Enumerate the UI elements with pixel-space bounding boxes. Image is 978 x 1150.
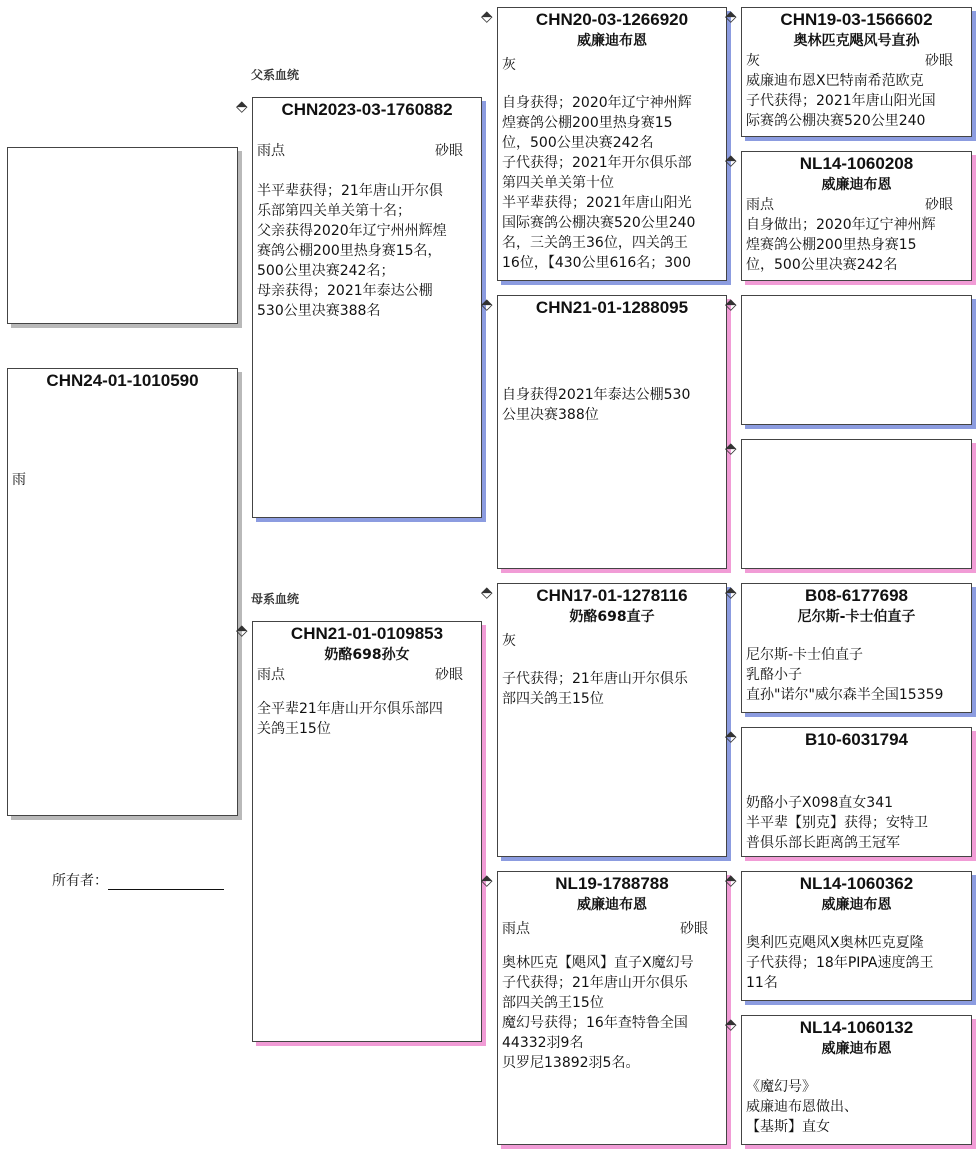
maternal-label: 母系血统	[251, 592, 300, 606]
dd-ring: NL19-1788788	[555, 874, 669, 893]
sss-color: 灰	[746, 53, 760, 69]
dd-color: 雨点	[502, 921, 530, 937]
dss-ring: B08-6177698	[804, 586, 909, 605]
note-line: 关鸽王15位	[257, 721, 331, 737]
dd-notes	[498, 953, 726, 1073]
note-line: 煌赛鸽公棚200里热身赛15	[502, 115, 673, 131]
note-line: 子代获得；2021年开尔俱乐部	[502, 155, 692, 171]
ssd-ring: NL14-1060208	[799, 154, 914, 173]
sd-ring: CHN21-01-1288095	[535, 298, 689, 317]
note-line: 第四关单关第十位	[502, 175, 614, 191]
ds-box[interactable]	[497, 583, 727, 857]
note-line: 威廉迪布恩X巴特南希范欧克	[746, 73, 924, 89]
note-line: 530公里决赛388名	[257, 303, 381, 319]
ssd-eye: 砂眼	[925, 197, 953, 213]
sds-ring-icon[interactable]: ⬘	[725, 295, 737, 313]
ssd-box[interactable]	[741, 151, 972, 281]
note-line: 奥林匹克【飓风】直子X魔幻号	[502, 955, 694, 971]
dss-notes	[742, 645, 971, 705]
note-line: 子代获得；2021年唐山阳光国	[746, 93, 936, 109]
note-line: 半平辈获得；2021年唐山阳光	[502, 195, 692, 211]
note-line: 自身获得2021年泰达公棚530	[502, 387, 691, 403]
note-line: 子代获得；21年唐山开尔俱乐	[502, 671, 688, 687]
dd-ring-icon[interactable]: ⬘	[481, 871, 493, 889]
paternal-label: 父系血统	[251, 68, 300, 82]
sd-box[interactable]	[497, 295, 727, 569]
dam-color-eye	[253, 665, 481, 685]
note-line: 奥利匹克飓风X奥林匹克夏隆	[746, 935, 924, 951]
note-line: 赛鸽公棚200里热身赛15名，	[257, 243, 442, 259]
note-line: 威廉迪布恩做出、	[746, 1099, 858, 1115]
photo-box[interactable]	[7, 147, 238, 324]
note-line: 16位，【430公里616名；300	[502, 255, 691, 271]
note-line: 半平辈获得；21年唐山开尔俱	[257, 183, 443, 199]
ds-name: 奶酪698直子	[569, 609, 655, 625]
dds-name: 威廉迪布恩	[821, 897, 892, 913]
sss-name: 奥林匹克飓风号直孙	[793, 33, 920, 49]
owner-label: 所有者：	[52, 873, 108, 889]
sire-notes	[253, 181, 481, 321]
ds-notes	[498, 669, 726, 709]
ssd-name: 威廉迪布恩	[821, 177, 892, 193]
dds-ring: NL14-1060362	[799, 874, 914, 893]
note-line: 魔幻号获得；16年查特鲁全国	[502, 1015, 688, 1031]
dd-box[interactable]	[497, 871, 727, 1145]
sd-notes	[498, 385, 726, 425]
ddd-box[interactable]	[741, 1015, 972, 1145]
ddd-ring: NL14-1060132	[799, 1018, 914, 1037]
sire-color-eye	[253, 141, 481, 161]
sss-eye: 砂眼	[925, 53, 953, 69]
dam-box[interactable]	[252, 621, 482, 1042]
owner-line	[108, 873, 224, 890]
sss-color-eye	[742, 51, 971, 71]
sdd-ring-icon[interactable]: ⬘	[725, 439, 737, 457]
note-line: 自身获得；2020年辽宁神州辉	[502, 95, 692, 111]
ss-ring: CHN20-03-1266920	[535, 10, 689, 29]
ssd-color-eye	[742, 195, 971, 215]
dds-box[interactable]	[741, 871, 972, 1001]
sss-notes	[742, 71, 971, 131]
note-line: 子代获得；21年唐山开尔俱乐	[502, 975, 688, 991]
sd-ring-icon[interactable]: ⬘	[481, 295, 493, 313]
dsd-notes	[742, 793, 971, 853]
dd-color-eye	[498, 919, 726, 939]
sss-ring: CHN19-03-1566602	[780, 10, 933, 29]
ssd-color: 雨点	[746, 197, 774, 213]
ss-box[interactable]	[497, 7, 727, 281]
sss-box[interactable]	[741, 7, 972, 137]
note-line: 乳酪小子	[746, 667, 802, 683]
dds-notes	[742, 933, 971, 993]
note-line: 44332羽9名	[502, 1035, 584, 1051]
dam-ring-icon[interactable]: ⬘	[236, 621, 248, 639]
dam-notes	[253, 699, 481, 739]
ds-ring: CHN17-01-1278116	[536, 586, 688, 605]
dam-name: 奶酪698孙女	[324, 647, 410, 663]
ddd-notes	[742, 1077, 971, 1137]
note-line: 普俱乐部长距离鸽王冠军	[746, 835, 900, 851]
ddd-name: 威廉迪布恩	[821, 1041, 892, 1057]
dd-name: 威廉迪布恩	[577, 897, 647, 913]
dsd-box[interactable]	[741, 727, 972, 857]
dds-ring-icon[interactable]: ⬘	[725, 871, 737, 889]
sss-ring-icon[interactable]: ⬘	[725, 7, 737, 25]
note-line: 乐部第四关单关第十名；	[257, 203, 411, 219]
note-line: 11名	[746, 975, 778, 991]
dd-eye: 砂眼	[680, 921, 708, 937]
note-line: 位，500公里决赛242名	[746, 257, 898, 273]
note-line: 贝罗尼13892羽5名。	[502, 1055, 640, 1071]
note-line: 部四关鸽王15位	[502, 995, 604, 1011]
sdd-box[interactable]	[741, 439, 972, 569]
dam-eye: 砂眼	[435, 667, 463, 683]
note-line: 名，三关鸽王36位，四关鸽王	[502, 235, 688, 251]
subject-box[interactable]	[7, 368, 238, 816]
sire-color: 雨点	[257, 143, 285, 159]
note-line: 【基斯】直女	[746, 1119, 830, 1135]
subject-color: 雨	[12, 472, 26, 488]
subject-ring: CHN24-01-1010590	[46, 371, 199, 390]
note-line: 全平辈21年唐山开尔俱乐部四	[257, 701, 443, 717]
ddd-ring-icon[interactable]: ⬘	[725, 1015, 737, 1033]
note-line: 奶酪小子X098直女341	[746, 795, 894, 811]
note-line: 际赛鸽公棚决赛520公里240	[746, 113, 926, 129]
note-line: 部四关鸽王15位	[502, 691, 604, 707]
note-line: 国际赛鸽公棚决赛520公里240	[502, 215, 696, 231]
dsd-ring-icon[interactable]: ⬘	[725, 727, 737, 745]
ds-ring-icon[interactable]: ⬘	[481, 583, 493, 601]
ss-name: 威廉迪布恩	[577, 33, 647, 49]
sire-eye: 砂眼	[435, 143, 463, 159]
note-line: 位，500公里决赛242名	[502, 135, 654, 151]
sire-ring-icon[interactable]: ⬘	[236, 97, 248, 115]
note-line: 公里决赛388位	[502, 407, 599, 423]
note-line: 尼尔斯-卡士伯直子	[746, 647, 864, 663]
note-line: 母亲获得；2021年泰达公棚	[257, 283, 433, 299]
owner-field[interactable]	[52, 870, 224, 890]
sds-box[interactable]	[741, 295, 972, 425]
note-line: 《魔幻号》	[746, 1079, 816, 1095]
note-line: 自身做出；2020年辽宁神州辉	[746, 217, 936, 233]
dss-box[interactable]	[741, 583, 972, 713]
dam-ring: CHN21-01-0109853	[290, 624, 444, 643]
note-line: 直孙"诺尔"威尔森半全国15359	[746, 687, 944, 703]
ss-notes	[498, 93, 726, 273]
sire-ring: CHN2023-03-1760882	[281, 100, 453, 119]
dss-name: 尼尔斯-卡士伯直子	[797, 609, 916, 625]
note-line: 煌赛鸽公棚200里热身赛15	[746, 237, 917, 253]
ds-color: 灰	[502, 633, 516, 649]
note-line: 子代获得；18年PIPA速度鸽王	[746, 955, 934, 971]
dsd-ring: B10-6031794	[804, 730, 909, 749]
ss-color: 灰	[502, 57, 516, 73]
dss-ring-icon[interactable]: ⬘	[725, 583, 737, 601]
note-line: 500公里决赛242名；	[257, 263, 395, 279]
ss-ring-icon[interactable]: ⬘	[481, 7, 493, 25]
ssd-notes	[742, 215, 971, 275]
note-line: 半平辈【别克】获得；安特卫	[746, 815, 928, 831]
note-line: 父亲获得2020年辽宁州州辉煌	[257, 223, 447, 239]
sire-box[interactable]	[252, 97, 482, 518]
ssd-ring-icon[interactable]: ⬘	[725, 151, 737, 169]
dam-color: 雨点	[257, 667, 285, 683]
